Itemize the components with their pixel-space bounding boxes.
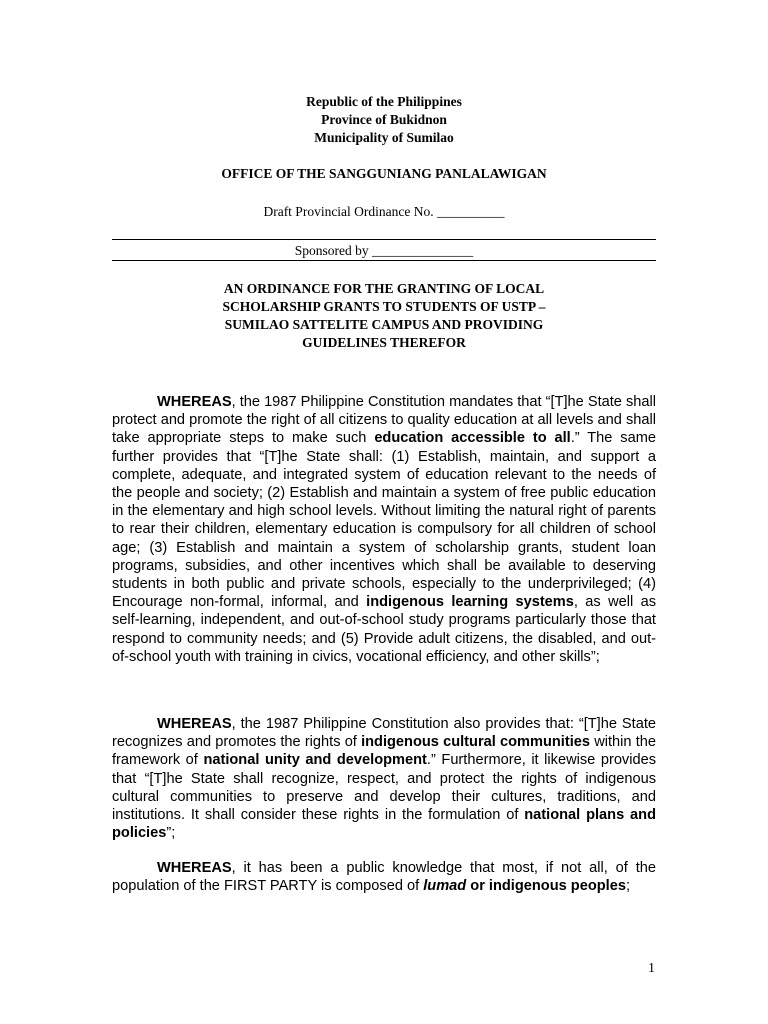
whereas-lead: WHEREAS xyxy=(157,716,232,732)
office-title: OFFICE OF THE SANGGUNIANG PANLALAWIGAN xyxy=(221,166,547,181)
title-line-4: GUIDELINES THEREFOR xyxy=(302,335,466,350)
rule-top xyxy=(112,239,656,240)
title-line-2: SCHOLARSHIP GRANTS TO STUDENTS OF USTP – xyxy=(222,299,546,314)
title-line-1: AN ORDINANCE FOR THE GRANTING OF LOCAL xyxy=(223,281,545,296)
whereas-paragraph-1: WHEREAS, the 1987 Philippine Constitution mandates that “[T]he State shall protect and promote the right of all citizens to quality education at all levels and shall take appropriate steps to make such education accessible to all.” The same further provides that “[T]he State shall: (1) Establish, maintain, and support a complete, adequate, and integrated system of education relevant to the needs of the people and society; (2) Establish and maintain a system of free public education in the elementary and high school levels. Without limiting the natural right of parents to rear their children, elementary education is compulsory for all children of school age; (3) Establish and maintain a system of scholarship grants, student loan programs, subsidies, and other incentives which shall be available to deserving students in both public and private schools, especially to the underprivileged; (4) Encourage non-formal, informal, and indigenous learning systems, as well as self-learning, independent, and out-of-school study programs particularly those that respond to community needs; and (5) Provide adult citizens, the disabled, and out-of-school youth with training in civics, vocational efficiency, and other skills”; xyxy=(112,394,656,665)
header-republic: Republic of the Philippines xyxy=(306,94,462,109)
ordinance-title xyxy=(112,280,656,352)
sponsored-by: Sponsored by _______________ xyxy=(294,243,474,258)
whereas-lead: WHEREAS xyxy=(157,860,232,876)
page-number: 1 xyxy=(648,961,655,976)
whereas-paragraph-2: WHEREAS, the 1987 Philippine Constitution also provides that: “[T]he State recognizes and promotes the rights of indigenous cultural communities within the framework of national unity and development.” Furthermore, it likewise provides that “[T]he State shall recognize, respect, and protect the rights of indigenous cultural communities to preserve and develop their cultures, traditions, and institutions. It shall consider these rights in the formulation of national plans and policies”; xyxy=(112,716,657,842)
header-province: Province of Bukidnon xyxy=(321,112,447,127)
whereas-lead: WHEREAS xyxy=(157,394,232,410)
draft-ordinance-number: Draft Provincial Ordinance No. __________ xyxy=(263,204,505,219)
rule-bottom xyxy=(112,260,656,261)
header-municipality: Municipality of Sumilao xyxy=(314,130,454,145)
whereas-paragraph-3: WHEREAS, it has been a public knowledge that most, if not all, of the population of the FIRST PARTY is composed of lumad or indigenous peoples; xyxy=(112,860,656,895)
title-line-3: SUMILAO SATTELITE CAMPUS AND PROVIDING xyxy=(224,317,544,332)
header-block xyxy=(112,93,656,147)
